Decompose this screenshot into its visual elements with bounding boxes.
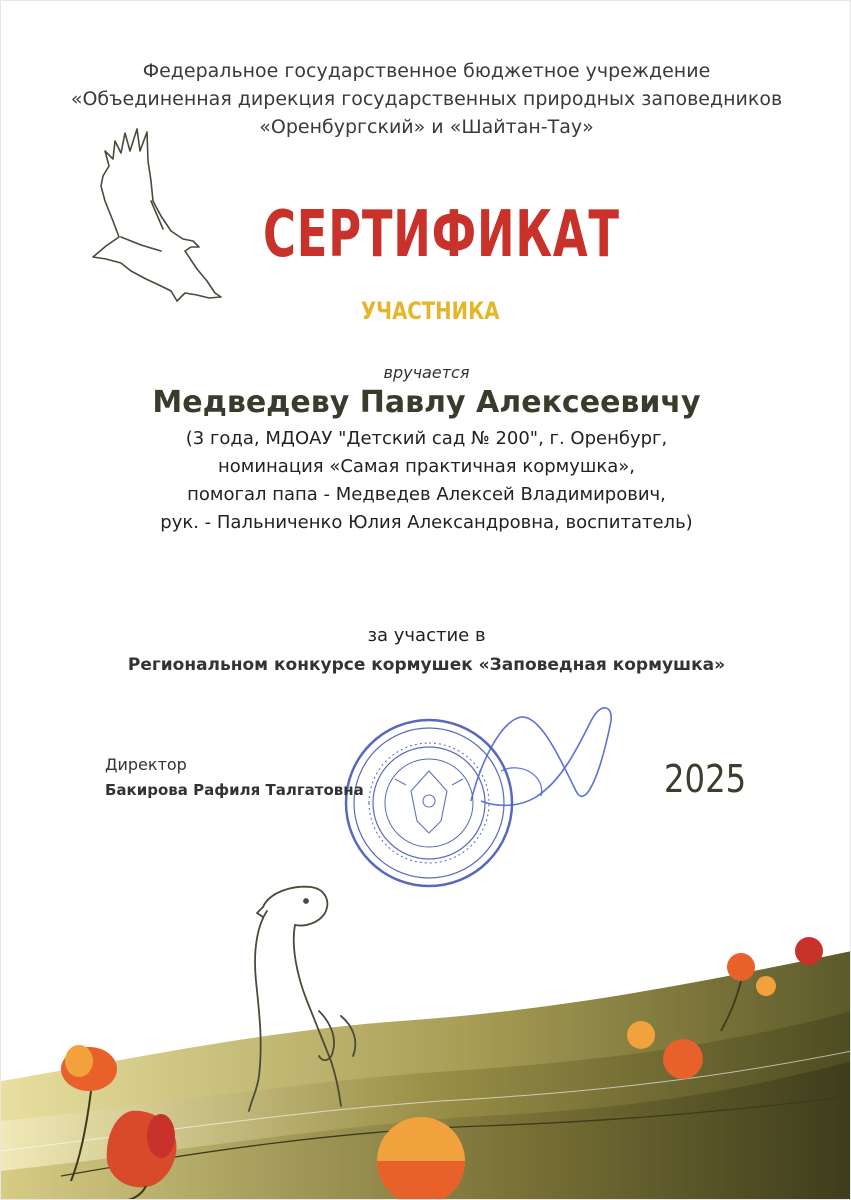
landscape-decoration: [1, 1, 851, 1200]
contest-name: Региональном конкурсе кормушек «Заповедная кормушка»: [127, 655, 726, 675]
awarded-label: вручается: [383, 363, 470, 382]
director-name: Бакирова Рафиля Талгатовна: [105, 781, 364, 799]
header-line-3: «Оренбургский» и «Шайтан-Тау»: [259, 116, 594, 138]
certificate-subtitle: УЧАСТНИКА: [361, 297, 500, 325]
participation-label: за участие в: [367, 625, 486, 646]
director-title: Директор: [105, 755, 187, 774]
details-line: рук. - Пальниченко Юлия Александровна, воспитатель): [160, 512, 693, 533]
details-line: номинация «Самая практичная кормушка»,: [217, 456, 636, 477]
certificate-title: СЕРТИФИКАТ: [263, 198, 620, 272]
details-line: помогал папа - Медведев Алексей Владимирович,: [187, 484, 666, 505]
recipient-name: Медведеву Павлу Алексеевичу: [152, 385, 701, 420]
header-line-2: «Объединенная дирекция государственных природных заповедников: [70, 88, 783, 110]
details-line: (3 года, МДОАУ "Детский сад № 200", г. Оренбург,: [185, 428, 668, 449]
year: 2025: [664, 757, 747, 801]
header-line-1: Федеральное государственное бюджетное учреждение: [142, 60, 711, 82]
